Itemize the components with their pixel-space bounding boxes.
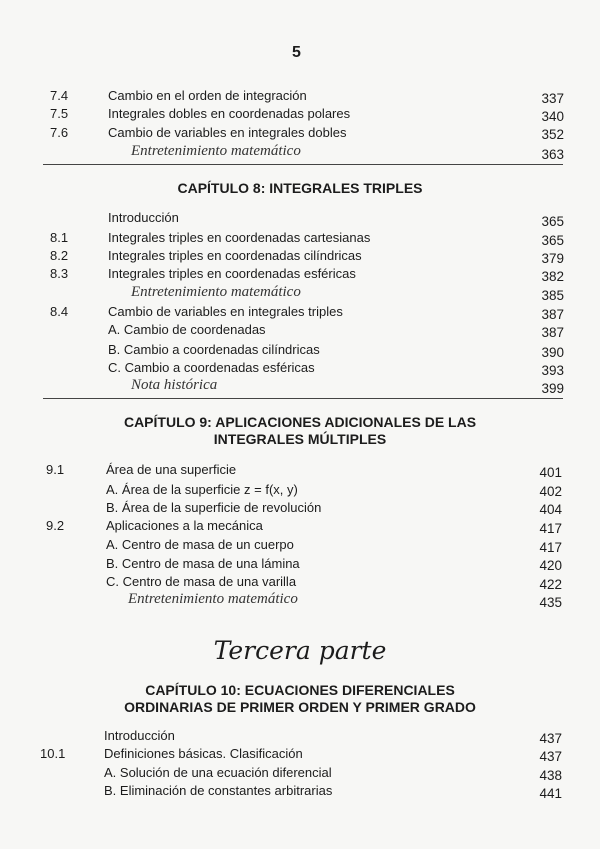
chapter-10-title-line-1: CAPÍTULO 10: ECUACIONES DIFERENCIALES bbox=[145, 682, 455, 698]
toc-row-page: 417 bbox=[539, 540, 562, 555]
toc-row-page: 399 bbox=[541, 381, 564, 396]
toc-row-page: 337 bbox=[541, 91, 564, 106]
toc-row-page: 438 bbox=[539, 768, 562, 783]
toc-row-title: A. Solución de una ecuación diferencial bbox=[104, 765, 332, 780]
divider bbox=[43, 398, 563, 399]
toc-row-page: 387 bbox=[541, 325, 564, 340]
toc-row-title: B. Cambio a coordenadas cilíndricas bbox=[108, 342, 320, 357]
toc-row-title: Entretenimiento matemático bbox=[131, 284, 301, 300]
toc-row-title: Definiciones básicas. Clasificación bbox=[104, 746, 303, 761]
toc-row-title: Integrales triples en coordenadas esféricas bbox=[108, 266, 356, 281]
chapter-8-title: CAPÍTULO 8: INTEGRALES TRIPLES bbox=[177, 180, 423, 196]
toc-row-title: B. Centro de masa de una lámina bbox=[106, 556, 300, 571]
toc-row-title: A. Área de la superficie z = f(x, y) bbox=[106, 482, 298, 497]
toc-row-page: 435 bbox=[539, 595, 562, 610]
page-number: 5 bbox=[292, 44, 301, 61]
divider bbox=[43, 164, 563, 165]
toc-row-page: 340 bbox=[541, 109, 564, 124]
toc-row-page: 387 bbox=[541, 307, 564, 322]
toc-row-title: Cambio de variables en integrales triples bbox=[108, 304, 343, 319]
toc-row-page: 393 bbox=[541, 363, 564, 378]
toc-row-page: 417 bbox=[539, 521, 562, 536]
chapter-9-title-line-1: CAPÍTULO 9: APLICACIONES ADICIONALES DE LAS bbox=[123, 414, 477, 430]
chapter-10-title-line-2: ORDINARIAS DE PRIMER ORDEN Y PRIMER GRADO bbox=[124, 699, 476, 715]
toc-row-page: 363 bbox=[541, 147, 564, 162]
toc-row-page: 365 bbox=[541, 233, 564, 248]
toc-row-number: 9.1 bbox=[46, 462, 65, 477]
toc-row-number: 7.5 bbox=[50, 106, 69, 121]
toc-row-number: 8.2 bbox=[50, 248, 69, 263]
toc-row-page: 404 bbox=[539, 502, 562, 517]
toc-row-page: 402 bbox=[539, 484, 562, 499]
toc-row-title: C. Cambio a coordenadas esféricas bbox=[108, 360, 315, 375]
toc-row-page: 437 bbox=[539, 731, 562, 746]
chapter-9-title-line-2: INTEGRALES MÚLTIPLES bbox=[213, 431, 387, 447]
toc-row-page: 437 bbox=[539, 749, 562, 764]
part-title: Tercera parte bbox=[213, 636, 387, 665]
toc-row-number: 8.3 bbox=[50, 266, 69, 281]
toc-row-title: Área de una superficie bbox=[106, 462, 237, 477]
toc-row-page: 382 bbox=[541, 269, 564, 284]
toc-row-title: Integrales triples en coordenadas cilíndricas bbox=[108, 248, 362, 263]
toc-row-title: Cambio de variables en integrales dobles bbox=[108, 125, 347, 140]
toc-row-page: 401 bbox=[539, 465, 562, 480]
toc-row-page: 441 bbox=[539, 786, 562, 801]
toc-row-title: A. Centro de masa de un cuerpo bbox=[106, 537, 294, 552]
toc-row-title: Cambio en el orden de integración bbox=[108, 88, 307, 103]
toc-row-title: Nota histórica bbox=[131, 377, 218, 393]
toc-row-page: 352 bbox=[541, 127, 564, 142]
toc-row-number: 8.4 bbox=[50, 304, 69, 319]
toc-row-title: Entretenimiento matemático bbox=[128, 591, 298, 607]
toc-row-title: B. Área de la superficie de revolución bbox=[106, 500, 322, 515]
toc-row-page: 379 bbox=[541, 251, 564, 266]
toc-row-page: 420 bbox=[539, 558, 562, 573]
toc-row-number: 7.4 bbox=[50, 88, 69, 103]
toc-row-number: 10.1 bbox=[40, 746, 66, 761]
toc-row-title: B. Eliminación de constantes arbitrarias bbox=[104, 783, 333, 798]
toc-row-title: A. Cambio de coordenadas bbox=[108, 322, 266, 337]
toc-row-number: 9.2 bbox=[46, 518, 65, 533]
toc-row-title: Integrales triples en coordenadas cartesianas bbox=[108, 230, 371, 245]
toc-row-title: Introducción bbox=[104, 728, 175, 743]
toc-row-page: 385 bbox=[541, 288, 564, 303]
toc-row-number: 7.6 bbox=[50, 125, 69, 140]
toc-row-title: Integrales dobles en coordenadas polares bbox=[108, 106, 351, 121]
toc-row-number: 8.1 bbox=[50, 230, 69, 245]
toc-row-title: C. Centro de masa de una varilla bbox=[106, 574, 297, 589]
toc-row-title: Entretenimiento matemático bbox=[131, 143, 301, 159]
toc-row-page: 390 bbox=[541, 345, 564, 360]
toc-row-page: 365 bbox=[541, 214, 564, 229]
toc-row-page: 422 bbox=[539, 577, 562, 592]
toc-row-title: Aplicaciones a la mecánica bbox=[106, 518, 263, 533]
toc-row-title: Introducción bbox=[108, 210, 179, 225]
